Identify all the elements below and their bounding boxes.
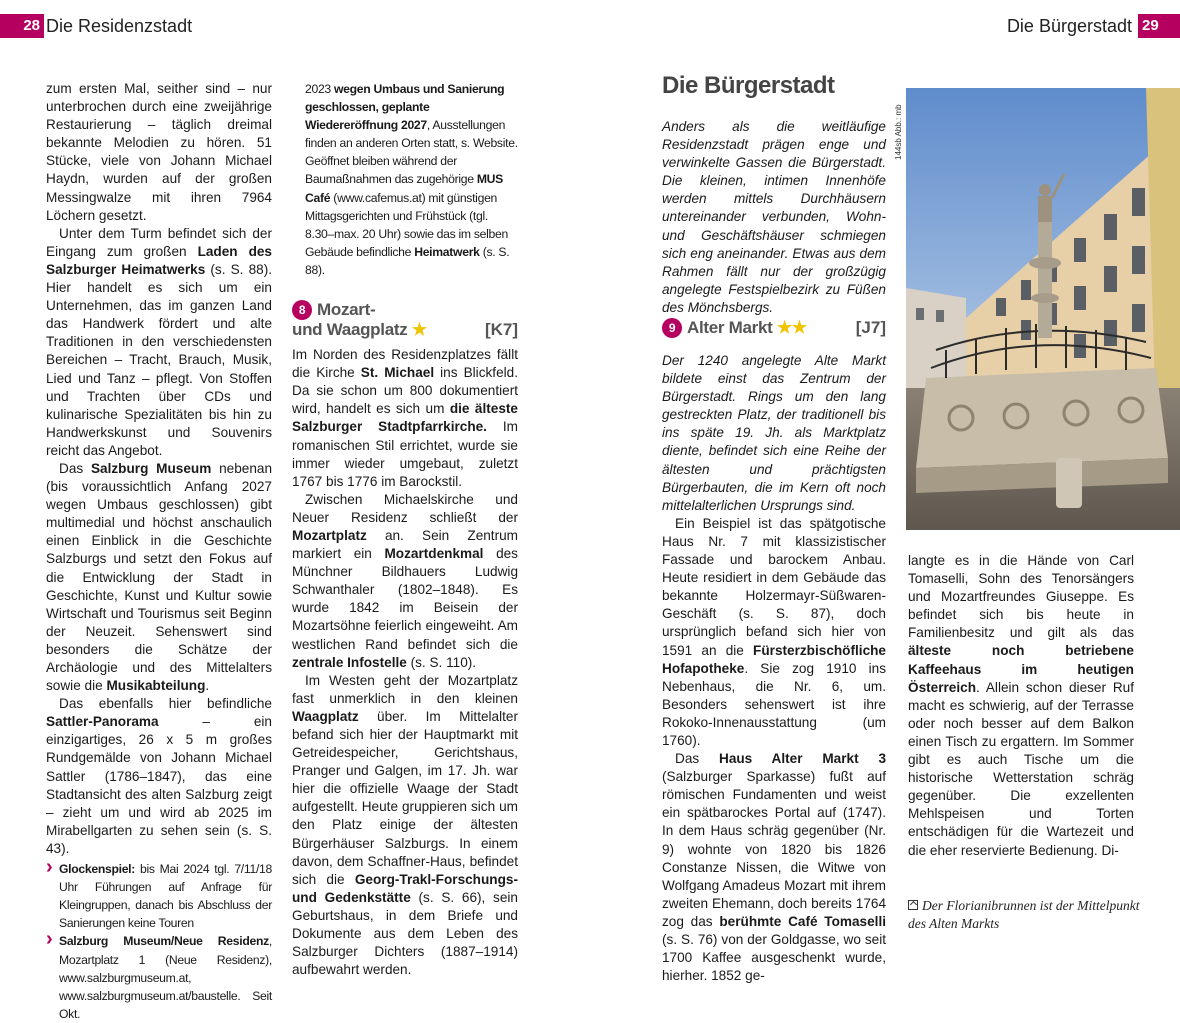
paragraph: langte es in die Hände von Carl Tomaselli, Sohn des Tenorsängers und Mozartfreundes Giuseppe. Es befindet sich bis heute in Familienbesitz und gilt als das älteste noch betriebene Kaffeehaus im heutigen Österreich. Allein schon dieser Ruf macht es schwierig, auf der Terrasse oder noch besser auf dem Balkon einen Tisch zu ergattern. Im Sommer gibt es auch Tische um die historische Wetterstation schräg gegenüber. Die exzellenten Mehlspeisen und Torten entschädigen für die Wartezeit und die eher reservierte Bedienung. Di- xyxy=(908,553,1134,858)
highlight: Waagplatz xyxy=(292,708,359,724)
lead-paragraph: Der 1240 angelegte Alte Markt bildete einst das Zentrum der Bürgerstadt. Rings um den lang gestreckten Platz, der traditionell bis ins späte 19. Jh. als Marktplatz diente, befindet sich eine Reihe der ältesten und prächtigsten Bürgerbauten, die im Kern oft noch mittelalterlichen Ursprungs sind. xyxy=(662,353,886,513)
paragraph: Das Salzburg Museum nebenan (bis voraussichtlich Anfang 2027 wegen Umbaus geschlossen) gibt multimedial und höchst anschaulich einen Einblick in die Geschichte Salzburgs und setzt den Fokus auf die Entwicklung der Stadt in Geschichte, Kunst und Kultur sowie Wirtschaft und Tourismus seit Beginn der Neuzeit. Sehenswert sind besonders die Schätze der Archäologie und des Mittelalters sowie die Musikabteilung. xyxy=(46,460,273,694)
info-continuation: 2023 wegen Umbaus und Sanierung geschlossen, geplante Wiedereröffnung 2027, Ausstellungen finden an anderen Orten statt, s. Website. Geöffnet bleiben während der Baumaßnahmen das zugehörige MUS Café (www.cafemus.at) mit günstigen Mittagsgerichten und Frühstück (tgl. 8.30–max. 20 Uhr) sowie das im selben Gebäude befindliche Heimatwerk (s. S. 88). xyxy=(305,82,518,277)
info-list xyxy=(46,860,272,1023)
highlight: Mozartdenkmal xyxy=(384,546,484,562)
fountain-illustration xyxy=(906,88,1180,530)
paragraph: Das Haus Alter Markt 3 (Salzburger Sparkasse) fußt auf römischen Fundamenten und weist ein spätbarockes Portal auf (1747). In dem Haus schräg gegenüber (Nr. 9) wohnte von 1820 bis 1826 Constanze Nissen, die Witwe von Wolfgang Amadeus Mozart mit ihrem zweiten Ehemann, doch bereits 1764 zog das berühmte Café Tomaselli (s. S. 76) von der Goldgasse, wo seit 1700 Kaffee ausgeschenkt wurde, hierher. 1852 ge- xyxy=(662,751,887,984)
photo-credit: 144sb Abb.: mb xyxy=(894,104,903,160)
paragraph: Zwischen Michaelskirche und Neuer Residenz schließt der Mozartplatz an. Sein Zentrum markiert ein Mozartdenkmal des Münchner Bildhauers Ludwig Schwanthaler (1802–1848). Es wurde 1842 im Beisein der Mozartsöhne feierlich eingeweiht. Am westlichen Rand befindet sich die zentrale Infostelle (s. S. 110). xyxy=(292,491,518,670)
left-column-2 xyxy=(292,80,518,979)
highlight: zentrale Infostelle xyxy=(292,654,407,670)
highlight: Fürsterzbischöfliche Hofapotheke xyxy=(662,642,886,676)
highlight: Laden des Salzburger Heimatwerks xyxy=(46,243,272,277)
paragraph: Im Westen geht der Mozartplatz fast unmerklich in den kleinen Waagplatz über. Im Mittelalter befand sich hier der Hauptmarkt mit Getreidespeicher, Gerichtshaus, Pranger und Galgen, im 17. Jh. war hier die offizielle Waage der Stadt aufgestellt. Heute gruppieren sich um den Platz einige der ältesten Bürgerhäuser Salzburgs. In einem davon, dem Schaffner-Haus, befindet sich die Georg-Trakl-Forschungs- und Gedenkstätte (s. S. 66), sein Geburtshaus, in dem Briefe und Dokumente aus dem Leben des Salzburger Dichters (1887–1914) aufbewahrt werden. xyxy=(292,672,518,978)
star-rating-icon: ★★ xyxy=(776,318,807,337)
section-heading-alter-markt xyxy=(662,318,886,338)
section-title-line2: und Waagplatz xyxy=(292,320,408,340)
section-heading-mozartplatz xyxy=(292,300,518,340)
highlight: St. Michael xyxy=(360,365,435,381)
paragraph: zum ersten Mal, seither sind – nur unterbrochen durch eine zweijährige Restaurierung – täglich dreimal bekannte Melodien zu hören. 51 Stücke, viele von Johann Michael Haydn, wurden auf der großen Messingwalze mit ihren 7964 Löchern gesetzt. xyxy=(46,81,272,223)
highlight: Salzburg Museum xyxy=(90,460,212,476)
right-column-2 xyxy=(908,552,1134,860)
highlight: Sattler-Panorama xyxy=(46,714,159,730)
highlight: die älteste Salzburger Stadtpfarrkirche. xyxy=(292,401,518,435)
map-grid-reference: [J7] xyxy=(855,318,886,337)
info-item: › Salzburg Museum/Neue Residenz, Mozartplatz 1 (Neue Residenz), www.salzburgmuseum.at, www.salzburgmuseum.at/baustelle. Seit Okt. xyxy=(46,932,272,1022)
chapter-title: Die Bürgerstadt xyxy=(662,72,835,99)
star-rating-icon: ★ xyxy=(411,320,427,340)
highlight: berühmte Café Tomaselli xyxy=(719,913,887,929)
paragraph: Unter dem Turm befindet sich der Eingang zum großen Laden des Salzburger Heimatwerks (s. S. 88). Hier handelt es sich um ein Unternehmen, das im ganzen Land das Handwerk fördert und alte Traditionen in den verschiedensten Bereichen – Tracht, Brauch, Musik, Lied und Tanz – pflegt. Von Stoffen und Trachten über CDs und kulinarische Spezialitäten bis hin zu Handwerkskunst und Souvenirs reicht das Angebot. xyxy=(46,225,272,458)
paragraph: Im Norden des Residenzplatzes fällt die Kirche St. Michael ins Blickfeld. Da sie schon um 800 dokumentiert wird, handelt es sich um die älteste Salzburger Stadtpfarrkirche. Im romanischen Stil errichtet, wurde sie immer wieder umgebaut, zuletzt 1767 bis 1776 im Barockstil. xyxy=(292,347,518,489)
paragraph: Ein Beispiel ist das spätgotische Haus Nr. 7 mit klassizistischer Fassade und barockem Anbau. Heute residiert in dem Gebäude das bekannte Holzermayr-Süßwaren-Geschäft (s. S. 87), doch ursprünglich befand sich hier von 1591 an die Fürsterzbischöfliche Hofapotheke. Sie zog 1910 ins Nebenhaus, die Nr. 6, um. Besonders sehenswert ist ihre Rokoko-Innenausstattung (um 1760). xyxy=(662,515,886,748)
photo-caption: Der Florianibrunnen ist der Mittelpunkt des Alten Markts xyxy=(908,898,1140,931)
chapter-intro: Anders als die weitläufige Residenzstadt prägen enge und verwinkelte Gassen die Bürgerstadt. Die kleinen, intimen Innenhöfe werden mittels Durchhäusern untereinander verbunden, Wohn- und Geschäftshäuser schmiegen sich eng aneinander. Etwas aus dem Rahmen fällt nur der großzügig angelegte Festspielbezirk zu Füßen des Mönchsbergs. xyxy=(662,119,886,315)
florianibrunnen-photo xyxy=(906,88,1180,530)
highlight: Georg-Trakl-Forschungs- und Gedenkstätte xyxy=(292,871,518,905)
highlight: Musikabteilung xyxy=(106,678,206,694)
section-title: Alter Markt xyxy=(687,318,773,337)
highlight: Haus Alter Markt 3 xyxy=(719,751,886,767)
highlight: älteste noch betriebene Kaffeehaus im heutigen Österreich xyxy=(908,643,1134,695)
paragraph: Das ebenfalls hier befindliche Sattler-Panorama – ein einzigartiges, 26 x 5 m großes Rundgemälde von Johann Michael Sattler (1786–1847), das eine Stadtansicht des alten Salzburg zeigt – zieht um und wird ab 2025 im Mirabellgarten zu sehen sein (s. S. 43). xyxy=(46,696,272,856)
map-grid-reference: [K7] xyxy=(484,320,518,340)
section-number-badge: 9 xyxy=(662,318,682,338)
right-running-header xyxy=(1007,14,1180,38)
section-number-badge: 8 xyxy=(292,300,312,320)
running-head-title: Die Bürgerstadt xyxy=(1006,15,1132,36)
highlight: Mozartplatz xyxy=(292,527,367,543)
page-number: 28 xyxy=(0,14,44,38)
section-title-line1: Mozart- xyxy=(317,300,376,320)
left-column-1 xyxy=(46,80,272,1023)
page-number: 29 xyxy=(1138,14,1180,38)
info-item: › Glockenspiel: bis Mai 2024 tgl. 7/11/18 Uhr Führungen auf Anfrage für Kleingruppen, danach bis Abschluss der Sanierungen keine Touren xyxy=(46,860,272,932)
caption-arrow-icon xyxy=(908,900,918,910)
right-column-1 xyxy=(662,352,886,985)
running-head-title: Die Residenzstadt xyxy=(46,15,193,36)
left-running-header xyxy=(0,14,192,38)
